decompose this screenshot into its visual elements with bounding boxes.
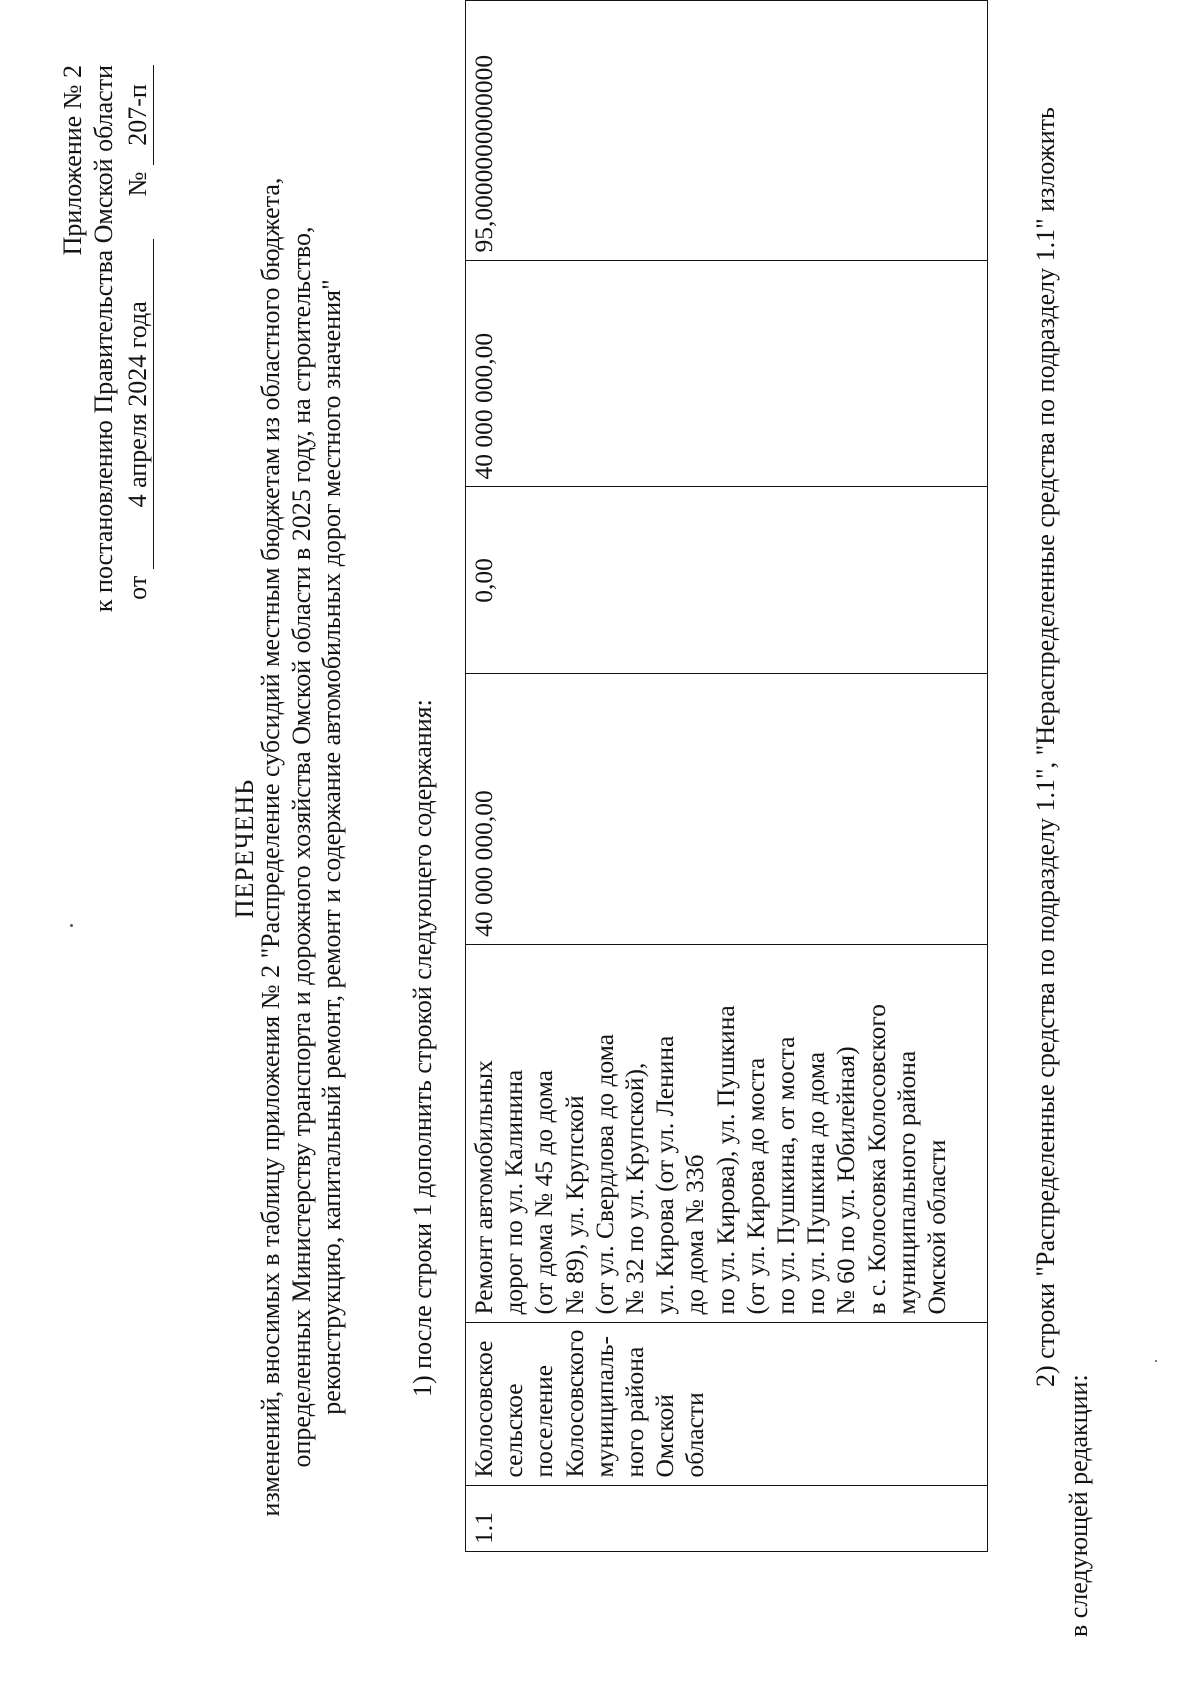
item-2-continuation: в следующей редакции: (1064, 1374, 1093, 1637)
from-label: от (123, 575, 152, 600)
subtitle-line: реконструкцию, капитальный ремонт, ремонт и содержание автомобильных дорог местного значения" (317, 279, 346, 1415)
amount-total-cell: 40 000 000,00 (466, 674, 988, 945)
object-line: (от дома № 45 до дома (529, 1070, 559, 1315)
item-1-text: 1) после строки 1 дополнить строкой следующего содержания: (408, 699, 437, 1397)
table-row (466, 1, 988, 1552)
object-line: дорог по ул. Калинина (499, 1069, 529, 1315)
resolution-date: 4 апреля 2024 года (122, 239, 154, 569)
object-line: № 89), ул. Крупской (559, 1095, 589, 1315)
appendix-reference: к постановлению Правительства Омской области (89, 65, 118, 613)
municipality-line: муниципаль- (589, 1336, 619, 1478)
object-line: по ул. Пушкина до дома (801, 1051, 831, 1315)
subtitle-line: изменений, вносимых в таблицу приложения № 2 "Распределение субсидий местным бюджетам из областного бюджета, (256, 177, 285, 1517)
object-line: № 60 по ул. Юбилейная) (831, 1046, 861, 1315)
object-line: до дома № 33б (680, 1154, 710, 1315)
amount-2025-cell: 40 000 000,00 (466, 260, 988, 487)
object-line: (от ул. Кирова до моста (740, 1057, 770, 1315)
object-description-cell (466, 944, 988, 1322)
object-line: по ул. Кирова), ул. Пушкина (710, 1005, 740, 1315)
municipality-line: Омской (650, 1394, 680, 1478)
row-number-cell: 1.1 (466, 1485, 988, 1551)
object-line: в с. Колосовка Колосовского (861, 1004, 891, 1315)
amendment-table (465, 0, 988, 1552)
item-2-text: 2) строки "Распределенные средства по подразделу 1.1", "Нераспределенные средства по подразделу 1.1" изложить (1031, 107, 1060, 1387)
scan-speck (70, 924, 73, 927)
municipality-line: ного района (620, 1346, 650, 1478)
municipality-line: поселение (529, 1364, 559, 1478)
appendix-number: Приложение № 2 (58, 65, 87, 256)
amount-zero-cell: 0,00 (466, 487, 988, 674)
municipality-line: Колосовское (469, 1340, 498, 1478)
resolution-number: 207-п (122, 65, 154, 165)
object-line: по ул. Пушкина, от моста (771, 1036, 801, 1315)
resolution-date-line (122, 65, 154, 600)
share-percent-cell: 95,0000000000000 (466, 1, 988, 261)
municipality-line: Колосовского (559, 1329, 589, 1478)
scan-speck (1155, 1360, 1157, 1362)
object-line: ул. Кирова (от ул. Ленина (650, 1035, 680, 1315)
number-label: № (123, 171, 152, 197)
object-line: Омской области (922, 1139, 952, 1315)
object-line: № 32 по ул. Крупской), (620, 1062, 650, 1315)
municipality-cell (466, 1322, 988, 1485)
document-title: ПЕРЕЧЕНЬ (230, 778, 259, 919)
object-line: Ремонт автомобильных (469, 1060, 498, 1315)
object-line: муниципального района (891, 1050, 921, 1315)
subtitle-line: определенных Министерству транспорта и дорожного хозяйства Омской области в 2025 году, на строительство, (286, 226, 316, 1468)
municipality-line: сельское (499, 1383, 529, 1478)
municipality-line: области (680, 1392, 710, 1478)
object-line: (от ул. Свердлова до дома (589, 1033, 619, 1315)
document-subtitle (256, 42, 348, 1652)
